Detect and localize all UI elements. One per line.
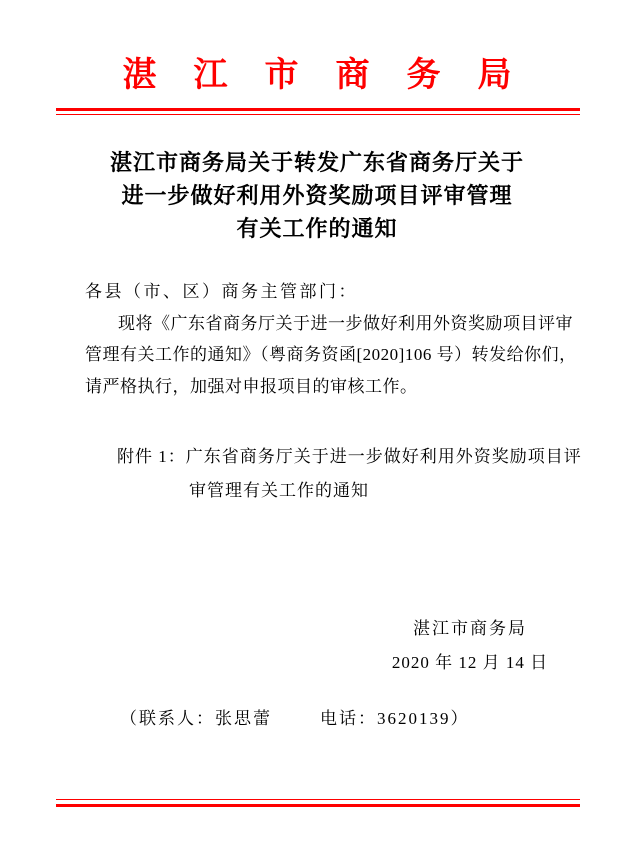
document-title — [0, 146, 634, 245]
document-title-line-1: 湛江市商务局关于转发广东省商务厅关于 — [109, 150, 524, 175]
attachment-line: 附件 1：广东省商务厅关于进一步做好利用外资奖励项目评 — [117, 447, 582, 466]
paragraph-line: 请严格执行，加强对申报项目的审核工作。 — [85, 376, 418, 396]
signature-agency: 湛江市商务局 — [413, 619, 527, 638]
contact-person: （联系人：张思蕾 — [120, 709, 272, 728]
paragraph-line: 管理有关工作的通知》（粤商务资函[2020]106 号）转发给你们， — [85, 345, 577, 364]
signature-block — [330, 612, 610, 679]
letterhead-rule-thick — [56, 108, 580, 111]
attachment-reference — [117, 440, 582, 508]
contact-phone: 电话：3620139） — [320, 709, 470, 728]
attachment-line: 审管理有关工作的通知 — [189, 481, 369, 500]
contact-line — [120, 706, 470, 732]
document-body — [85, 276, 585, 402]
paragraph-line: 现将《广东省商务厅关于进一步做好利用外资奖励项目评审 — [118, 313, 573, 333]
letterhead-rule-thin — [56, 114, 580, 115]
signature-date: 2020 年 12 月 14 日 — [391, 652, 549, 672]
letterhead-agency-name: 湛江市商务局 — [122, 57, 549, 94]
salutation-line: 各县（市、区）商务主管部门： — [85, 282, 358, 301]
document-title-line-3: 有关工作的通知 — [236, 216, 398, 241]
footer-rule-thick — [56, 804, 580, 807]
footer-rule-thin — [56, 799, 580, 800]
document-title-line-2: 进一步做好利用外资奖励项目评审管理 — [121, 183, 513, 208]
